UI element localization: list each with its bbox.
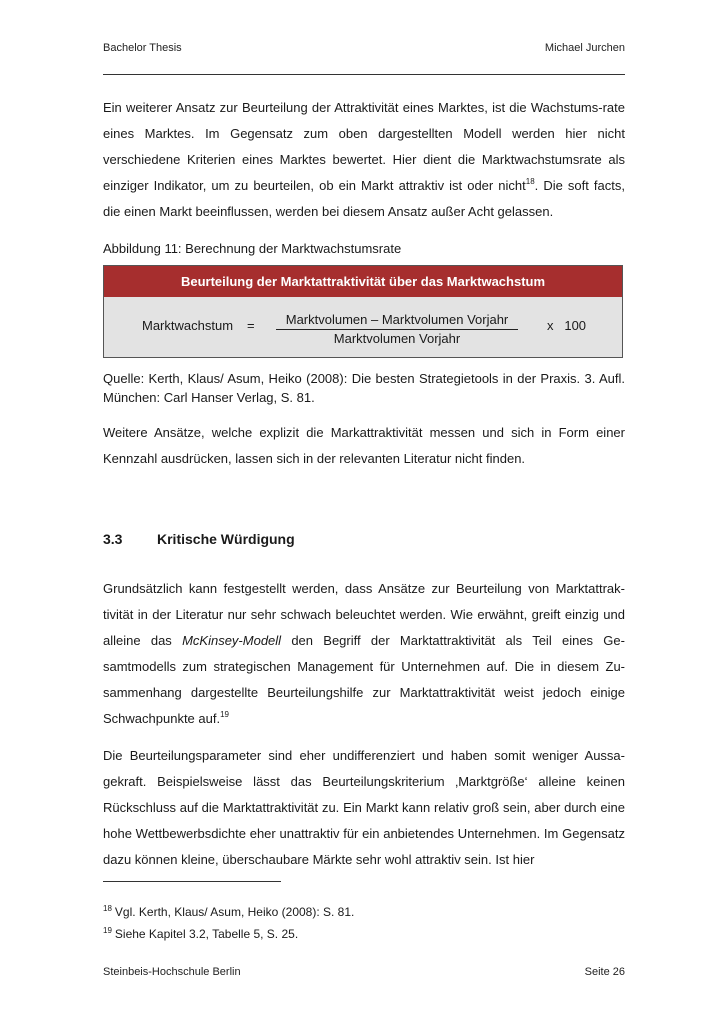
- footnote-number: 19: [103, 926, 112, 935]
- paragraph-growth-rate: [103, 95, 625, 225]
- paragraph-text: . Die soft facts, die einen Markt beeinflussen, werden bei diesem Ansatz außer Acht gelassen.: [103, 178, 625, 219]
- figure-caption: Abbildung 11: Berechnung der Marktwachstumsrate: [103, 241, 402, 256]
- paragraph-critical-review: [103, 576, 625, 732]
- figure-source: Quelle: Kerth, Klaus/ Asum, Heiko (2008): Die besten Strategietools in der Praxis. 3. Aufl. München: Carl Hanser Verlag, S. 81.: [103, 371, 625, 405]
- formula-equals: =: [247, 318, 255, 333]
- section-number: 3.3: [103, 531, 123, 547]
- section-title: Kritische Würdigung: [157, 531, 295, 547]
- footnote-divider: [103, 881, 281, 882]
- formula-denominator: Marktvolumen Vorjahr: [333, 331, 461, 346]
- emphasis-mckinsey: McKinsey-Modell: [182, 633, 282, 648]
- formula-numerator: Marktvolumen – Marktvolumen Vorjahr: [276, 312, 518, 330]
- footnote-ref-18[interactable]: 18: [525, 177, 535, 186]
- page-number: Seite 26: [584, 966, 625, 978]
- running-header-title: Bachelor Thesis: [103, 42, 182, 54]
- paragraph-text: den Begriff der Marktattraktivität als Teil eines Ge-samtmodells zum strategischen Management für Unternehmen auf. Die in diesem Zu-sammenhang dargestellte Beurteilungshilfe zur Marktattraktivität weist jedoch einige Schwachpunkte auf.: [103, 633, 625, 726]
- paragraph-text: Ein weiterer Ansatz zur Beurteilung der Attraktivität eines Marktes, ist die Wachstums-rate eines Marktes. Im Gegensatz zum oben dargestellten Modell werden hier nicht verschiedene Kriterien eines Marktes bewertet. Hier dient die Marktwachstumsrate als einziger Indikator, um zu beurteilen, ob ein Markt attraktiv ist oder nicht: [103, 100, 625, 193]
- figure-header: Beurteilung der Marktattraktivität über das Marktwachstum: [104, 266, 622, 297]
- footnote-19: [103, 926, 298, 942]
- paragraph-parameters: Die Beurteilungsparameter sind eher undifferenziert und haben somit weniger Aussa-gekraft. Beispielsweise lässt das Beurteilungskriterium ‚Marktgröße‘ alleine keinen Rückschluss auf die Marktattraktivität zu. Ein Markt kann relativ groß sein, aber durch eine hohe Wettbewerbsdichte eher unattraktiv für ein anbietendes Unternehmen. Im Gegensatz dazu können kleine, überschaubare Märkte sehr wohl attraktiv sein. Ist hier: [103, 748, 625, 867]
- formula-multiplier: x 100: [547, 318, 587, 333]
- running-header-author: Michael Jurchen: [544, 42, 625, 54]
- footnote-ref-19[interactable]: 19: [220, 710, 229, 719]
- formula-fraction: [276, 312, 518, 347]
- footnote-text: Vgl. Kerth, Klaus/ Asum, Heiko (2008): S. 81.: [114, 905, 355, 919]
- formula-lhs: Marktwachstum: [142, 318, 234, 333]
- footnote-18: [103, 904, 354, 920]
- footer-institution: Steinbeis-Hochschule Berlin: [103, 966, 241, 978]
- paragraph-text: Grundsätzlich kann festgestellt werden, dass Ansätze zur Beurteilung von Marktattrak-tivität in der Literatur nur sehr schwach beleuchtet werden. Wie erwähnt, greift einzig und alleine das: [103, 581, 625, 648]
- header-divider: [103, 74, 625, 75]
- paragraph-other-approaches: Weitere Ansätze, welche explizit die Markattraktivität messen und sich in Form einer Kennzahl ausdrücken, lassen sich in der relevanten Literatur nicht finden.: [103, 425, 625, 466]
- footnote-number: 18: [103, 904, 112, 913]
- formula-figure: [103, 265, 623, 358]
- footnote-text: Siehe Kapitel 3.2, Tabelle 5, S. 25.: [114, 927, 299, 941]
